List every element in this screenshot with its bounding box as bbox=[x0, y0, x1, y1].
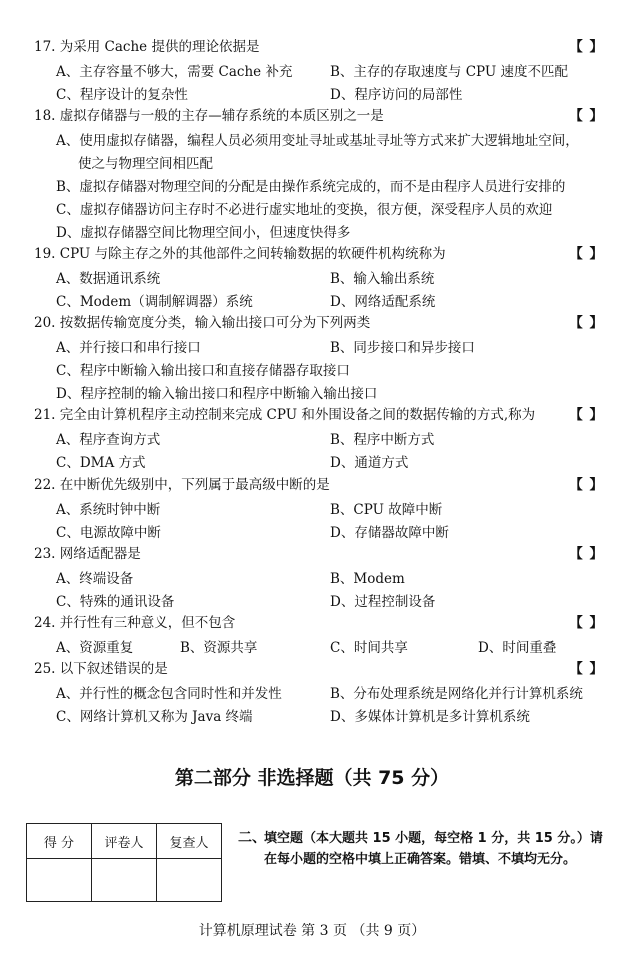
question-stem: 17. 为采用 Cache 提供的理论依据是 bbox=[34, 39, 260, 55]
question-24 bbox=[0, 614, 624, 656]
option-a: A、主存容量不够大，需要 Cache 补充 bbox=[56, 64, 293, 80]
question-stem: 20. 按数据传输宽度分类，输入输出接口可分为下列两类 bbox=[34, 315, 371, 331]
option-a: A、程序查询方式 bbox=[56, 432, 161, 448]
page-footer: 计算机原理试卷 第 3 页 （共 9 页） bbox=[198, 923, 426, 939]
option-a: A、使用虚拟存储器，编程人员必须用变址寻址或基址寻址等方式来扩大逻辑地址空间， bbox=[56, 133, 579, 149]
option-d: D、程序访问的局部性 bbox=[330, 87, 463, 103]
option-c: C、电源故障中断 bbox=[56, 525, 161, 541]
option-d: D、网络适配系统 bbox=[330, 294, 436, 310]
option-d: D、通道方式 bbox=[330, 455, 409, 471]
option-d: D、程序控制的输入输出接口和程序中断输入输出接口 bbox=[56, 386, 378, 402]
option-a: A、数据通讯系统 bbox=[56, 271, 161, 287]
option-c: C、程序中断输入输出接口和直接存储器存取接口 bbox=[56, 363, 350, 379]
grader-header: 评卷人 bbox=[92, 824, 157, 859]
option-b: B、同步接口和异步接口 bbox=[330, 340, 475, 356]
option-a: A、并行性的概念包含同时性和并发性 bbox=[56, 686, 282, 702]
option-b: B、输入输出系统 bbox=[330, 271, 435, 287]
answer-bracket: 【 】 bbox=[569, 39, 604, 55]
option-b: B、Modem bbox=[330, 571, 405, 587]
option-c: C、Modem（调制解调器）系统 bbox=[56, 294, 253, 310]
question-21 bbox=[0, 406, 624, 471]
question-22 bbox=[0, 476, 624, 541]
grader-cell bbox=[92, 859, 157, 902]
option-d: D、时间重叠 bbox=[478, 640, 557, 656]
option-a: A、并行接口和串行接口 bbox=[56, 340, 201, 356]
option-a: A、资源重复 bbox=[56, 640, 134, 656]
question-stem: 19. CPU 与除主存之外的其他部件之间转输数据的软硬件机构统称为 bbox=[34, 246, 446, 262]
option-b: B、分布处理系统是网络化并行计算机系统 bbox=[330, 686, 583, 702]
option-c: C、程序设计的复杂性 bbox=[56, 87, 188, 103]
score-cell bbox=[27, 859, 92, 902]
question-stem: 22. 在中断优先级别中，下列属于最高级中断的是 bbox=[34, 477, 330, 493]
answer-bracket: 【 】 bbox=[569, 477, 604, 493]
reviewer-header: 复查人 bbox=[157, 824, 222, 859]
answer-bracket: 【 】 bbox=[569, 546, 604, 562]
answer-bracket: 【 】 bbox=[569, 246, 604, 262]
question-20 bbox=[0, 314, 624, 402]
reviewer-cell bbox=[157, 859, 222, 902]
answer-bracket: 【 】 bbox=[569, 615, 604, 631]
option-d: D、虚拟存储器空间比物理空间小，但速度快得多 bbox=[56, 225, 351, 241]
answer-bracket: 【 】 bbox=[569, 661, 604, 677]
option-c: C、DMA 方式 bbox=[56, 455, 146, 471]
section-number: 二、 bbox=[238, 830, 266, 846]
option-d: D、多媒体计算机是多计算机系统 bbox=[330, 709, 530, 725]
question-25 bbox=[0, 660, 624, 725]
option-c: C、虚拟存储器访问主存时不必进行虚实地址的变换，很方便，深受程序人员的欢迎 bbox=[56, 202, 553, 218]
question-stem: 21. 完全由计算机程序主动控制来完成 CPU 和外围设备之间的数据传输的方式,称为 bbox=[34, 407, 536, 423]
answer-bracket: 【 】 bbox=[569, 407, 604, 423]
option-d: D、存储器故障中断 bbox=[330, 525, 449, 541]
option-d: D、过程控制设备 bbox=[330, 594, 436, 610]
option-b: B、主存的存取速度与 CPU 速度不匹配 bbox=[330, 64, 569, 80]
option-b: B、CPU 故障中断 bbox=[330, 502, 443, 518]
answer-bracket: 【 】 bbox=[569, 315, 604, 331]
option-b: B、资源共享 bbox=[180, 640, 258, 656]
question-stem: 18. 虚拟存储器与一般的主存—辅存系统的本质区别之一是 bbox=[34, 108, 384, 124]
question-stem: 24. 并行性有三种意义，但不包含 bbox=[34, 615, 236, 631]
option-c: C、时间共享 bbox=[330, 640, 408, 656]
section-title: 第二部分 非选择题（共 75 分） bbox=[174, 767, 450, 789]
question-23 bbox=[0, 545, 624, 610]
option-c: C、特殊的通讯设备 bbox=[56, 594, 175, 610]
question-stem: 23. 网络适配器是 bbox=[34, 546, 141, 562]
option-a: A、终端设备 bbox=[56, 571, 134, 587]
score-table bbox=[26, 823, 222, 902]
question-stem: 25. 以下叙述错误的是 bbox=[34, 661, 168, 677]
question-17 bbox=[0, 38, 624, 103]
option-b: B、程序中断方式 bbox=[330, 432, 435, 448]
option-b: B、虚拟存储器对物理空间的分配是由操作系统完成的，而不是由程序人员进行安排的 bbox=[56, 179, 566, 195]
option-a: A、系统时钟中断 bbox=[56, 502, 161, 518]
option-a-continuation: 使之与物理空间相匹配 bbox=[78, 156, 213, 172]
answer-bracket: 【 】 bbox=[569, 108, 604, 124]
option-c: C、网络计算机又称为 Java 终端 bbox=[56, 709, 253, 725]
question-19 bbox=[0, 245, 624, 310]
section-instructions: 填空题（本大题共 15 小题，每空格 1 分，共 15 分。）请在每小题的空格中填上正确答案。错填、不填均无分。 bbox=[264, 831, 603, 867]
question-18 bbox=[0, 107, 624, 241]
score-header: 得 分 bbox=[27, 824, 92, 859]
